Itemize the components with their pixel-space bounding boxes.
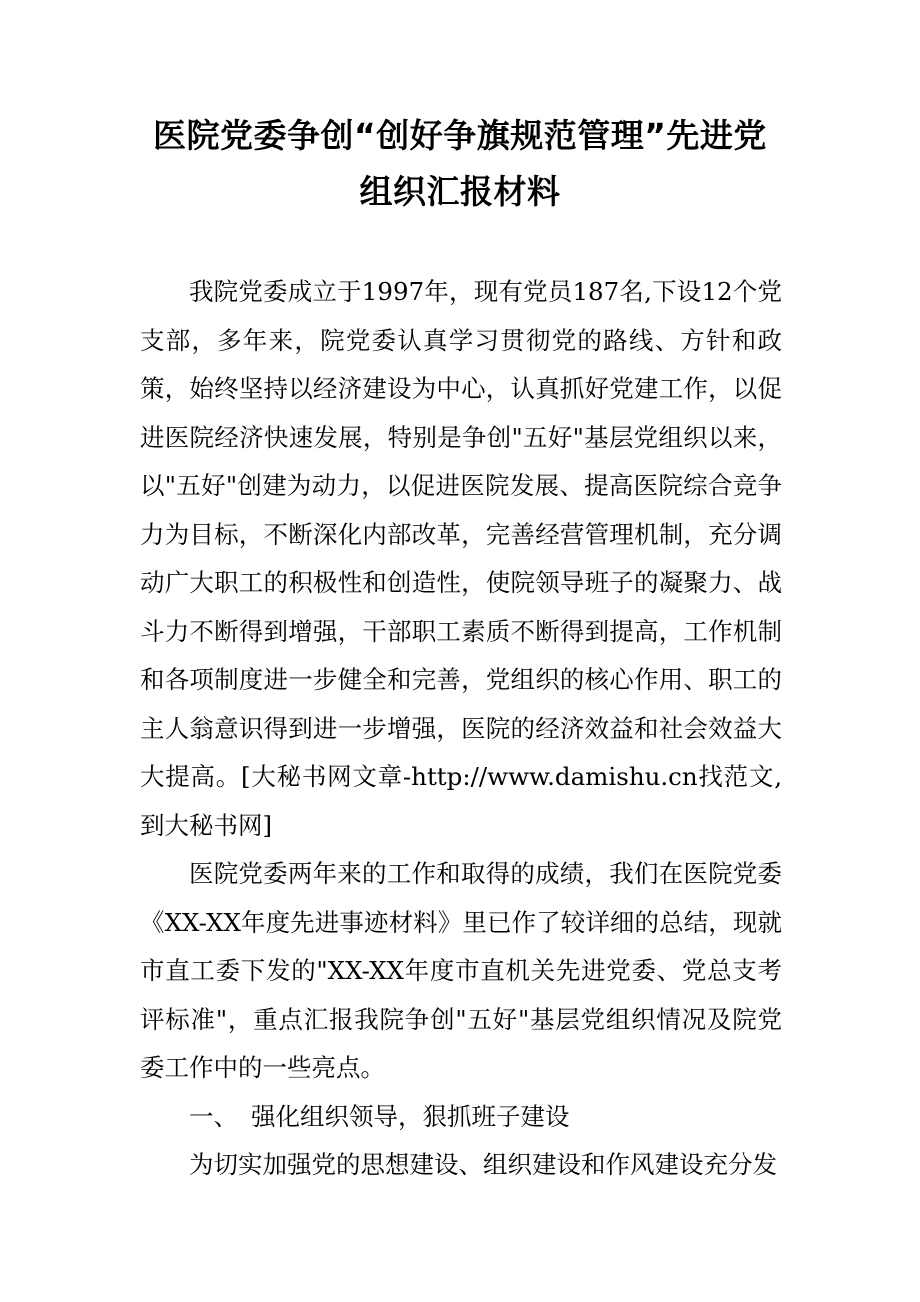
paragraph-summary: 医院党委两年来的工作和取得的成绩，我们在医院党委《XX-XX年度先进事迹材料》里已作了较详细的总结，现就市直工委下发的"XX-XX年度市直机关先进党委、党总支考评标准"，重点汇报我院争创"五好"基层党组织情况及院党委工作中的一些亮点。 [140,859,782,1082]
section-heading-text: 强化组织领导，狠抓班子建设 [251,1101,570,1131]
paragraph-section-start: 为切实加强党的思想建设、组织建设和作风建设充分发 [189,1150,777,1179]
title-line-2: 组织汇报材料 [359,172,561,211]
title-line-1: 医院党委争创“创好争旗规范管理”先进党 [153,116,767,155]
section-heading-number: 一、 [189,1101,238,1131]
document-body [140,268,782,1190]
paragraph-intro: 我院党委成立于1997年，现有党员187名,下设12个党支部，多年来，院党委认真学习贯彻党的路线、方针和政策，始终坚持以经济建设为中心，认真抓好党建工作，以促进医院经济快速发展，特别是争创"五好"基层党组织以来，以"五好"创建为动力，以促进医院发展、提高医院综合竞争力为目标，不断深化内部改革，完善经营管理机制，充分调动广大职工的积极性和创造性，使院领导班子的凝聚力、战斗力不断得到增强，干部职工素质不断得到提高，工作机制和各项制度进一步健全和完善，党组织的核心作用、职工的主人翁意识得到进一步增强，医院的经济效益和社会效益大大提高。[大秘书网文章-http://www.damishu.cn找范文,到大秘书网] [140,277,782,840]
document-title [120,108,800,220]
section-heading [140,1093,782,1142]
